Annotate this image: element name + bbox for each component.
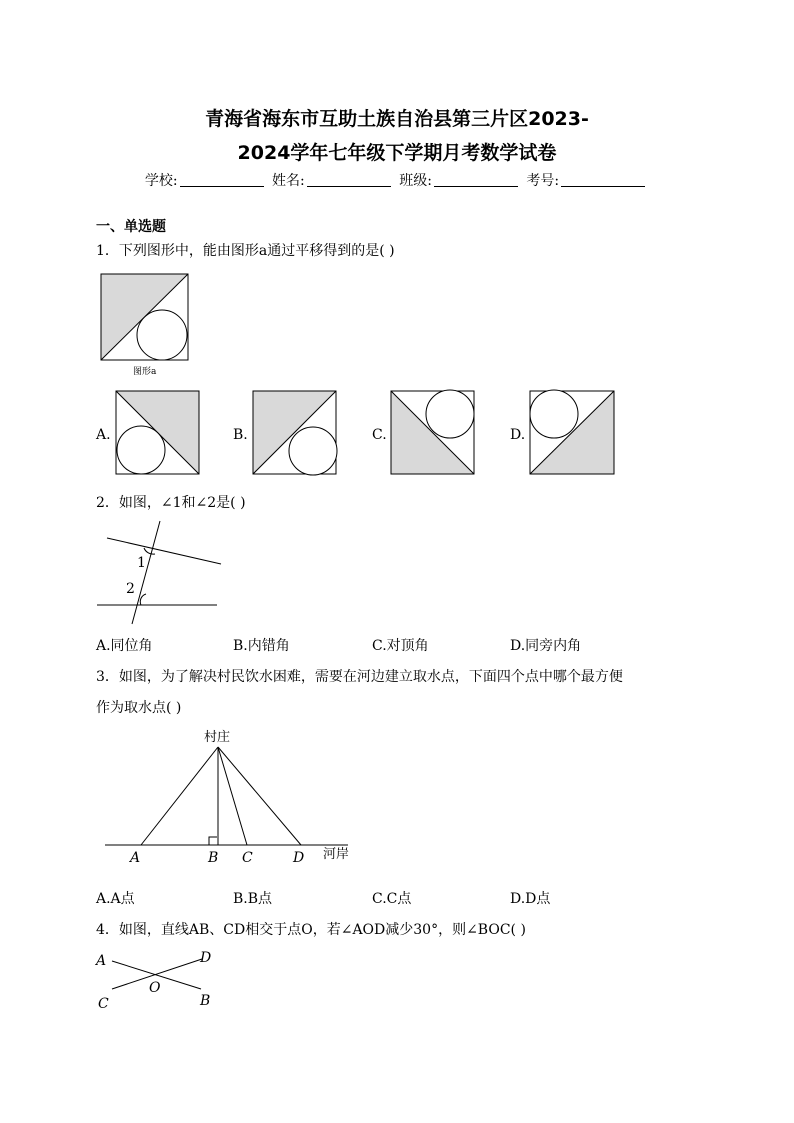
q3-point-b-label: B — [208, 850, 219, 866]
q4-point-d-label: D — [200, 950, 212, 966]
q3-village-label: 村庄 — [204, 730, 231, 745]
student-info-row — [0, 170, 794, 190]
q1-option-a-figure[interactable] — [115, 390, 200, 476]
q3-riverbank-label: 河岸 — [323, 847, 350, 862]
exam-number-blank[interactable] — [561, 172, 645, 187]
q1-option-d-label[interactable]: D. — [510, 427, 526, 443]
q3-option-a[interactable]: A.A点 — [96, 891, 135, 907]
q4-point-b-label: B — [200, 993, 211, 1009]
q2-option-d[interactable]: D.同旁内角 — [510, 638, 582, 654]
q1-option-c-label[interactable]: C. — [372, 427, 387, 443]
q1-figure-a — [100, 273, 190, 378]
q2-angle-1-label: 1 — [137, 555, 146, 571]
q3-stem-line-1: 3．如图，为了解决村民饮水困难，需要在河边建立取水点，下面四个点中哪个最方便 — [96, 669, 623, 685]
q3-option-d[interactable]: D.D点 — [510, 891, 551, 907]
q2-option-c[interactable]: C.对顶角 — [372, 638, 429, 654]
q1-stem: 1．下列图形中，能由图形a通过平移得到的是( ) — [96, 243, 395, 259]
q1-option-b-label[interactable]: B. — [233, 427, 248, 443]
q4-point-o-label: O — [149, 980, 161, 996]
class-blank[interactable] — [434, 172, 518, 187]
class-label: 班级: — [399, 173, 432, 189]
q1-option-d-figure[interactable] — [529, 390, 616, 476]
q2-figure — [97, 520, 223, 625]
school-blank[interactable] — [180, 172, 264, 187]
q4-stem: 4．如图，直线AB、CD相交于点O，若∠AOD减少30°，则∠BOC( ) — [96, 922, 526, 938]
q1-option-b-figure[interactable] — [252, 390, 338, 476]
q2-angle-2-label: 2 — [126, 581, 135, 597]
q3-point-d-label: D — [293, 850, 305, 866]
q1-option-c-figure[interactable] — [390, 390, 476, 476]
name-blank[interactable] — [307, 172, 391, 187]
q2-option-b[interactable]: B.内错角 — [233, 638, 290, 654]
q1-option-a-label[interactable]: A. — [96, 427, 111, 443]
q2-option-a[interactable]: A.同位角 — [96, 638, 153, 654]
q3-stem-line-2: 作为取水点( ) — [96, 700, 182, 716]
q2-stem: 2．如图，∠1和∠2是( ) — [96, 495, 246, 511]
q3-option-c[interactable]: C.C点 — [372, 891, 412, 907]
exam-title-line-2: 2024学年七年级下学期月考数学试卷 — [237, 142, 557, 164]
q3-figure — [105, 725, 365, 870]
q4-point-a-label: A — [96, 953, 107, 969]
exam-title-line-1: 青海省海东市互助土族自治县第三片区2023- — [205, 108, 589, 130]
q1-figure-caption: 图形a — [133, 367, 157, 377]
q4-figure — [94, 947, 224, 1012]
q4-point-c-label: C — [98, 996, 109, 1012]
school-label: 学校: — [144, 173, 178, 189]
exam-number-label: 考号: — [526, 173, 560, 189]
q3-option-b[interactable]: B.B点 — [233, 891, 273, 907]
q3-point-a-label: A — [130, 850, 141, 866]
q3-point-c-label: C — [242, 850, 253, 866]
section-title: 一、单选题 — [96, 219, 166, 235]
name-label: 姓名: — [272, 173, 305, 189]
